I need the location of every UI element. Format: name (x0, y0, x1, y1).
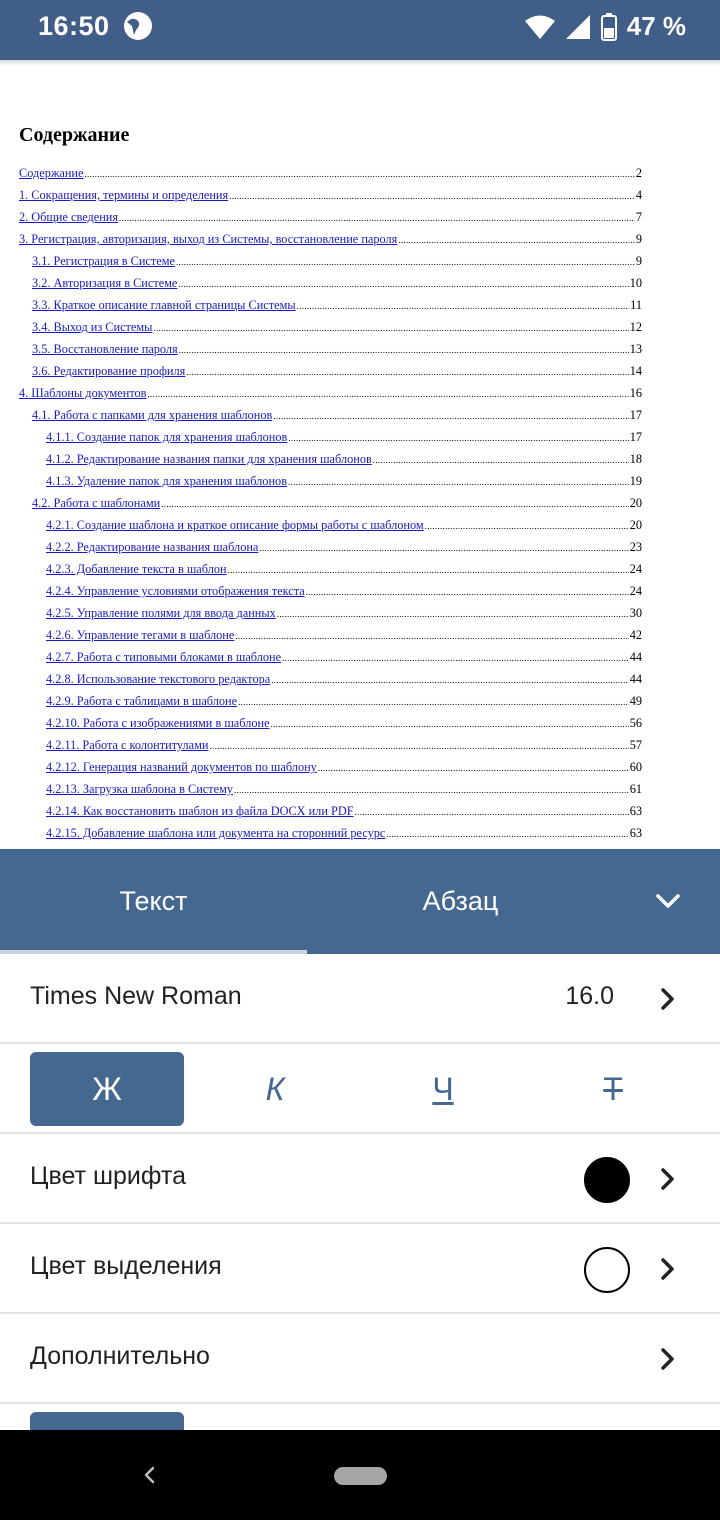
app-notification-icon (124, 12, 152, 40)
toc-page-number: 42 (629, 628, 642, 642)
toc-entry[interactable] (19, 536, 642, 558)
chevron-right-icon (656, 1345, 680, 1373)
toc-leader-dots (306, 580, 629, 603)
toc-leader-dots (288, 470, 629, 493)
battery-icon (601, 13, 617, 41)
font-size: 16.0 (565, 982, 614, 1010)
toc-entry-link[interactable]: 4.2.9. Работа с таблицами в шаблоне (46, 694, 238, 708)
toc-page-number: 44 (629, 672, 642, 686)
format-tabs (0, 849, 720, 954)
toc-leader-dots (282, 646, 629, 669)
toc-entry[interactable] (19, 624, 642, 646)
toc-leader-dots (318, 756, 629, 779)
toc-page-number: 2 (635, 166, 642, 180)
toc-entry-link[interactable]: 3.5. Восстановление пароля (32, 342, 178, 356)
chevron-right-icon (656, 1255, 680, 1283)
toc-leader-dots (234, 778, 629, 801)
font-color-label: Цвет шрифта (30, 1162, 186, 1190)
home-pill[interactable] (334, 1467, 387, 1485)
toc-leader-dots (148, 382, 629, 405)
toc-entry[interactable] (19, 712, 642, 734)
toc-entry[interactable] (19, 448, 642, 470)
toc-page-number: 24 (629, 584, 642, 598)
toc-entry-link[interactable]: 4.1.1. Создание папок для хранения шаблонов (46, 430, 288, 444)
toc-leader-dots (210, 734, 629, 757)
highlight-color-label: Цвет выделения (30, 1252, 222, 1280)
text-format-panel (0, 954, 720, 1430)
toc-entry[interactable] (19, 580, 642, 602)
chevron-right-icon (656, 985, 680, 1013)
toc-entry-link[interactable]: 3.6. Редактирование профиля (32, 364, 186, 378)
toc-entry[interactable] (19, 800, 642, 822)
toc-leader-dots (238, 690, 629, 713)
toc-page-number: 61 (629, 782, 642, 796)
toc-entry[interactable] (19, 646, 642, 668)
highlight-color-swatch (584, 1247, 630, 1293)
status-bar (0, 0, 720, 60)
tab-paragraph[interactable]: Абзац (422, 886, 499, 916)
document-heading: Содержание (19, 124, 130, 146)
toc-entry[interactable] (19, 558, 642, 580)
toc-page-number: 63 (629, 804, 642, 818)
toc-entry[interactable] (19, 822, 642, 844)
table-of-contents (19, 162, 642, 844)
toc-entry-link[interactable]: 3.2. Авторизация в Системе (32, 276, 178, 290)
toc-leader-dots (186, 360, 628, 383)
toc-page-number: 13 (629, 342, 642, 356)
toc-entry[interactable] (19, 228, 642, 250)
toc-entry[interactable] (19, 250, 642, 272)
toc-leader-dots (119, 206, 635, 229)
toc-leader-dots (179, 338, 629, 361)
toc-entry-link[interactable]: 4.2.11. Работа с колонтитулами (46, 738, 209, 752)
battery-percent: 47 % (626, 11, 686, 41)
toc-leader-dots (271, 712, 629, 735)
toc-entry-link[interactable]: Содержание (19, 166, 84, 180)
toc-page-number: 44 (629, 650, 642, 664)
toc-page-number: 49 (629, 694, 642, 708)
toc-entry[interactable] (19, 470, 642, 492)
toc-entry-link[interactable]: 4.2.4. Управление условиями отображения текста (46, 584, 305, 598)
toc-entry-link[interactable]: 4.2.15. Добавление шаблона или документа на сторонний ресурс (46, 826, 386, 840)
document-view[interactable] (0, 60, 720, 850)
toc-entry-link[interactable]: 4.1. Работа с папками для хранения шаблонов (32, 408, 273, 422)
partial-button[interactable] (30, 1412, 184, 1430)
wifi-icon (525, 14, 555, 40)
toc-page-number: 7 (635, 210, 642, 224)
italic-button[interactable]: К (265, 1070, 285, 1107)
toc-entry[interactable] (19, 492, 642, 514)
toc-page-number: 9 (635, 232, 642, 246)
toc-entry-link[interactable]: 4.2.14. Как восстановить шаблон из файла DOCX или PDF (46, 804, 354, 818)
tab-text[interactable]: Текст (119, 886, 188, 916)
toc-leader-dots (228, 558, 629, 581)
toc-entry-link[interactable]: 1. Сокращения, термины и определения (19, 188, 229, 202)
toc-page-number: 19 (629, 474, 642, 488)
font-row[interactable] (0, 954, 720, 1044)
toc-entry-link[interactable]: 2. Общие сведения (19, 210, 119, 224)
toc-page-number: 16 (629, 386, 642, 400)
toc-entry[interactable] (19, 404, 642, 426)
toc-leader-dots (271, 668, 628, 691)
toc-entry[interactable] (19, 426, 642, 448)
toc-entry-link[interactable]: 3.1. Регистрация в Системе (32, 254, 175, 268)
toc-entry-link[interactable]: 3.3. Краткое описание главной страницы Системы (32, 298, 296, 312)
toc-entry[interactable] (19, 602, 642, 624)
toc-entry[interactable] (19, 690, 642, 712)
toc-page-number: 24 (629, 562, 642, 576)
toc-leader-dots (84, 162, 634, 185)
toc-entry-link[interactable]: 3. Регистрация, авторизация, выход из Системы, восстановление пароля (19, 232, 398, 246)
toc-page-number: 10 (629, 276, 642, 290)
toc-entry-link[interactable]: 4.2.7. Работа с типовыми блоками в шаблоне (46, 650, 282, 664)
toc-entry-link[interactable]: 4.1.3. Удаление папок для хранения шаблонов (46, 474, 287, 488)
toc-entry[interactable] (19, 338, 642, 360)
toc-leader-dots (373, 448, 629, 471)
toc-entry-link[interactable]: 4.2.8. Использование текстового редактора (46, 672, 271, 686)
toc-page-number: 56 (629, 716, 642, 730)
toc-page-number: 11 (630, 298, 642, 312)
toc-entry[interactable] (19, 382, 642, 404)
toc-page-number: 4 (635, 188, 642, 202)
more-options-row[interactable] (0, 1314, 720, 1404)
toc-page-number: 63 (629, 826, 642, 840)
toc-entry-link[interactable]: 4. Шаблоны документов (19, 386, 147, 400)
toc-leader-dots (288, 426, 628, 449)
status-time: 16:50 (38, 11, 110, 41)
toc-entry[interactable] (19, 778, 642, 800)
toc-entry-link[interactable]: 4.2.1. Создание шаблона и краткое описание формы работы с шаблоном (46, 518, 424, 532)
highlight-color-row[interactable] (0, 1224, 720, 1314)
toc-leader-dots (273, 404, 628, 427)
strikethrough-button[interactable]: Т (603, 1070, 623, 1107)
font-style-row (0, 1044, 720, 1134)
system-nav-bar (0, 1430, 720, 1520)
toc-entry-link[interactable]: 4.2.3. Добавление текста в шаблон (46, 562, 227, 576)
toc-entry-link[interactable]: 4.2.10. Работа с изображениями в шаблоне (46, 716, 270, 730)
toc-page-number: 20 (629, 496, 642, 510)
toc-page-number: 60 (629, 760, 642, 774)
toc-entry-link[interactable]: 4.1.2. Редактирование названия папки для хранения шаблонов (46, 452, 372, 466)
toc-entry[interactable] (19, 272, 642, 294)
toc-page-number: 57 (629, 738, 642, 752)
toc-leader-dots (235, 624, 628, 647)
chevron-right-icon (656, 1165, 680, 1193)
toc-leader-dots (386, 822, 628, 845)
toc-entry[interactable] (19, 206, 642, 228)
toc-page-number: 20 (629, 518, 642, 532)
toc-page-number: 9 (635, 254, 642, 268)
toc-leader-dots (398, 228, 635, 251)
toc-page-number: 17 (629, 430, 642, 444)
toc-entry-link[interactable]: 4.2.5. Управление полями для ввода данных (46, 606, 276, 620)
toc-entry-link[interactable]: 4.2.13. Загрузка шаблона в Систему (46, 782, 234, 796)
toc-leader-dots (178, 272, 628, 295)
toc-entry[interactable] (19, 734, 642, 756)
signal-icon (565, 14, 591, 40)
toc-page-number: 30 (629, 606, 642, 620)
toc-leader-dots (153, 316, 628, 339)
toc-entry[interactable] (19, 514, 642, 536)
toc-page-number: 18 (629, 452, 642, 466)
toc-page-number: 17 (629, 408, 642, 422)
toc-leader-dots (425, 514, 629, 537)
toc-entry[interactable] (19, 294, 642, 316)
toc-entry-link[interactable]: 4.2.12. Генерация названий документов по шаблону (46, 760, 317, 774)
toc-leader-dots (176, 250, 635, 273)
back-icon[interactable] (140, 1460, 158, 1490)
toc-entry[interactable] (19, 162, 642, 184)
underline-button[interactable]: Ч (432, 1070, 454, 1107)
toc-entry[interactable] (19, 184, 642, 206)
font-color-row[interactable] (0, 1134, 720, 1224)
toc-leader-dots (297, 294, 630, 317)
toc-entry[interactable] (19, 756, 642, 778)
bold-button[interactable]: Ж (30, 1052, 184, 1126)
chevron-down-icon[interactable] (652, 885, 684, 917)
font-color-swatch (584, 1157, 630, 1203)
toc-page-number: 23 (629, 540, 642, 554)
toc-leader-dots (277, 602, 629, 625)
toc-entry-link[interactable]: 4.2.6. Управление тегами в шаблоне (46, 628, 235, 642)
toc-leader-dots (355, 800, 629, 823)
toc-page-number: 12 (629, 320, 642, 334)
more-options-label: Дополнительно (30, 1342, 210, 1370)
status-indicators (525, 11, 686, 42)
toc-entry[interactable] (19, 360, 642, 382)
toc-entry[interactable] (19, 668, 642, 690)
font-name: Times New Roman (30, 982, 242, 1010)
toc-leader-dots (229, 184, 635, 207)
toc-entry-link[interactable]: 3.4. Выход из Системы (32, 320, 153, 334)
toc-entry[interactable] (19, 316, 642, 338)
toc-leader-dots (259, 536, 628, 559)
toc-leader-dots (161, 492, 628, 515)
toc-entry-link[interactable]: 4.2.2. Редактирование названия шаблона (46, 540, 259, 554)
toc-entry-link[interactable]: 4.2. Работа с шаблонами (32, 496, 161, 510)
toc-page-number: 14 (629, 364, 642, 378)
